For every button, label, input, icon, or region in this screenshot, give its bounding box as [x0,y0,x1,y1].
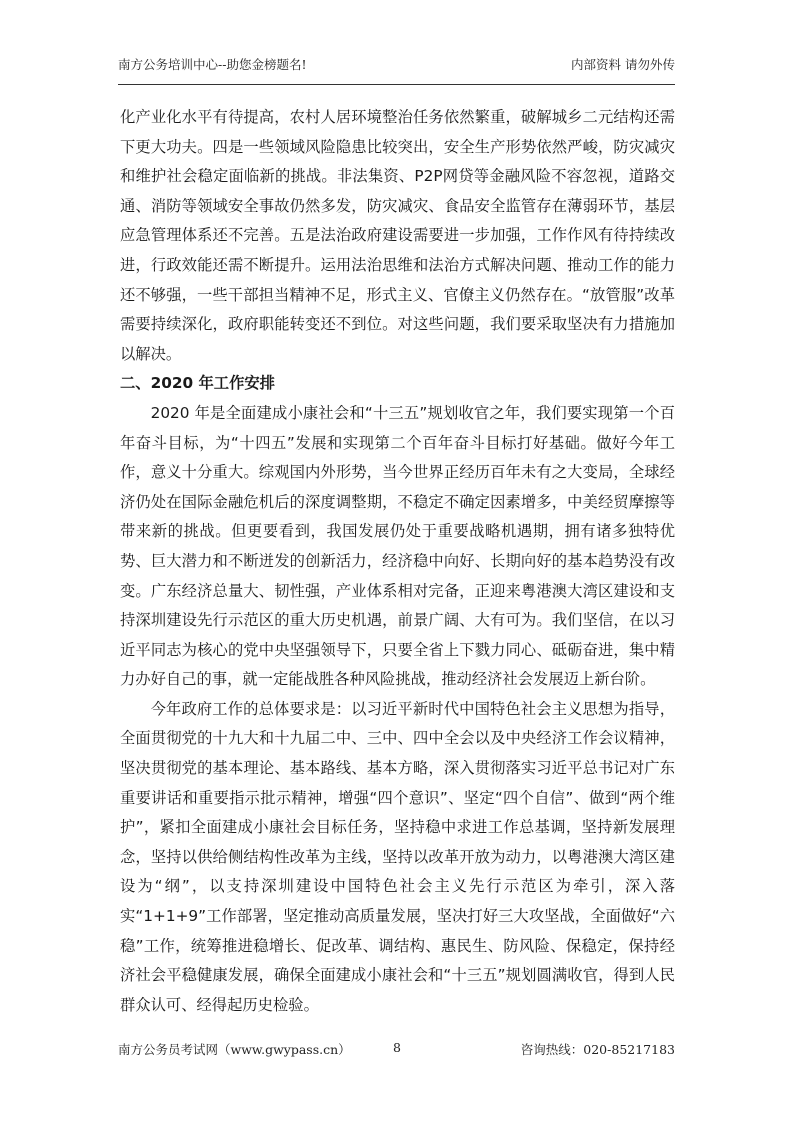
header-left-text: 南方公务培训中心--助您金榜题名! [118,57,307,72]
header-divider [118,84,675,85]
paragraph-general-requirements: 今年政府工作的总体要求是：以习近平新时代中国特色社会主义思想为指导，全面贯彻党的十九大和十九届二中、三中、四中全会以及中央经济工作会议精神，坚决贯彻党的基本理论、基本路线、基本方略，深入贯彻落实习近平总书记对广东重要讲话和重要指示批示精神，增强“四个意识”、坚定“四个自信”、做到“两个维护”，紧扣全面建成小康社会目标任务，坚持稳中求进工作总基调，坚持新发展理念，坚持以供给侧结构性改革为主线，坚持以改革开放为动力，以粤港澳大湾区建设为“纲”，以支持深圳建设中国特色社会主义先行示范区为牵引，深入落实“1+1+9”工作部署，坚定推动高质量发展，坚决打好三大攻坚战，全面做好“六稳”工作，统筹推进稳增长、促改革、调结构、惠民生、防风险、保稳定，保持经济社会平稳健康发展，确保全面建成小康社会和“十三五”规划圆满收官，得到人民群众认可、经得起历史检验。 [120,699,675,1014]
continued-paragraph: 化产业化水平有待提高，农村人居环境整治任务依然繁重，破解城乡二元结构还需下更大功夫。四是一些领域风险隐患比较突出，安全生产形势依然严峻，防灾减灾和维护社会稳定面临新的挑战。非法集资、P2P网贷等金融风险不容忽视，道路交通、消防等领域安全事故仍然多发，防灾减灾、食品安全监管存在薄弱环节，基层应急管理体系还不完善。五是法治政府建设需要进一步加强，工作作风有待持续改进，行政效能还需不断提升。运用法治思维和法治方式解决问题、推动工作的能力还不够强，一些干部担当精神不足，形式主义、官僚主义仍然存在。“放管服”改革需要持续深化，政府职能转变还不到位。对这些问题，我们要采取坚决有力措施加以解决。 [120,108,675,363]
paragraph-2020-overview: 2020 年是全面建成小康社会和“十三五”规划收官之年，我们要实现第一个百年奋斗目标，为“十四五”发展和实现第二个百年奋斗目标打好基础。做好今年工作，意义十分重大。综观国内外形势，当今世界正经历百年未有之大变局，全球经济仍处在国际金融危机后的深度调整期，不稳定不确定因素增多，中美经贸摩擦等带来新的挑战。但更要看到，我国发展仍处于重要战略机遇期，拥有诸多独特优势、巨大潜力和不断迸发的创新活力，经济稳中向好、长期向好的基本趋势没有改变。广东经济总量大、韧性强，产业体系相对完备，正迎来粤港澳大湾区建设和支持深圳建设先行示范区的重大历史机遇，前景广阔、大有可为。我们坚信，在以习近平同志为核心的党中央坚强领导下，只要全省上下戮力同心、砥砺奋进，集中精力办好自己的事，就一定能战胜各种风险挑战，推动经济社会发展迈上新台阶。 [120,403,675,689]
page-footer [118,1040,675,1060]
header-right-text: 内部资料 请勿外传 [571,57,675,72]
page-header [118,55,675,77]
page-number: 8 [393,1040,401,1055]
section-heading: 二、2020 年工作安排 [120,374,275,393]
footer-website: 南方公务员考试网（www.gwypass.cn） [118,1042,351,1057]
footer-hotline: 咨询热线：020-85217183 [520,1042,675,1057]
document-body [120,103,675,1020]
